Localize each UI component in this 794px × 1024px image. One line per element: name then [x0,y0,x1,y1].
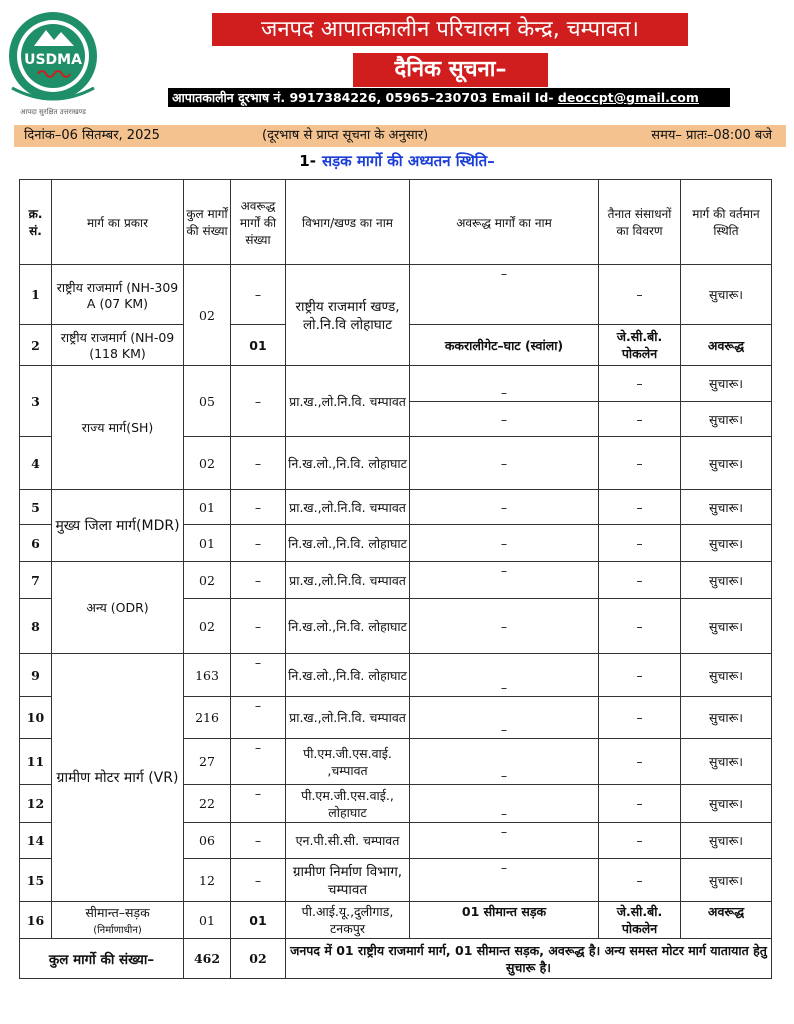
cell-blocked-name: – [410,562,599,599]
cell-dept: प्रा.ख.,लो.नि.वि. चम्पावत [286,490,410,525]
cell-resources: – [599,490,681,525]
cell-total: 216 [184,697,231,739]
cell-total: 01 [184,490,231,525]
footer-total: 462 [184,939,231,979]
cell-total: 02 [184,437,231,490]
cell-sno: 6 [20,525,52,562]
header-resources: तैनात संसाधनों का विवरण [599,180,681,265]
cell-type: अन्य (ODR) [52,562,184,654]
usdma-logo [4,6,102,118]
section-heading [0,151,794,171]
cell-blocked: – [231,525,286,562]
footer-label: कुल मार्गो की संख्या– [20,939,184,979]
cell-type [52,902,184,939]
cell-status: सुचारू। [681,525,772,562]
header-total: कुल मार्गों की संख्या [184,180,231,265]
cell-dept: नि.ख.लो.,नि.वि. लोहाघाट [286,525,410,562]
cell-sno: 14 [20,823,52,859]
cell-resources: – [599,785,681,823]
source-text: (दूरभाष से प्राप्त सूचना के अनुसार) [262,128,429,143]
cell-blocked: – [231,859,286,902]
cell-blocked-name: – [410,739,599,785]
svg-text:USDMA: USDMA [24,52,82,68]
cell-type: मुख्य जिला मार्ग(MDR) [52,490,184,562]
cell-dept: नि.ख.लो.,नि.वि. लोहाघाट [286,654,410,697]
cell-dept: पी.एम.जी.एस.वाई., लोहाघाट [286,785,410,823]
cell-sno: 3 [20,366,52,437]
cell-sno: 7 [20,562,52,599]
cell-blocked: – [231,437,286,490]
table-row [20,562,772,599]
header-blocked-name: अवरूद्ध मार्गों का नाम [410,180,599,265]
cell-total: 163 [184,654,231,697]
cell-blocked-name: – [410,525,599,562]
cell-status: सुचारू। [681,562,772,599]
cell-dept: प्रा.ख.,लो.नि.वि. चम्पावत [286,366,410,437]
cell-type: राष्ट्रीय राजमार्ग (NH-09 (118 KM) [52,325,184,366]
table-row [20,490,772,525]
cell-status: सुचारू। [681,437,772,490]
cell-status: सुचारू। [681,366,772,402]
cell-blocked-name: – [410,490,599,525]
cell-total: 01 [184,525,231,562]
cell-total: 05 [184,366,231,437]
contact-email-link[interactable]: deoccpt@gmail.com [557,90,699,105]
cell-blocked-name: – [410,859,599,902]
cell-blocked: – [231,366,286,437]
header-sno: क्र. सं. [20,180,52,265]
cell-blocked-name: ककरालीगेट–घाट (स्वांला) [410,325,599,366]
cell-blocked-name: – [410,697,599,739]
header-blocked: अवरूद्ध मार्गों की संख्या [231,180,286,265]
cell-dept: ग्रामीण निर्माण विभाग, चम्पावत [286,859,410,902]
table-footer-row [20,939,772,979]
section-number: 1- [299,152,316,170]
cell-sno: 5 [20,490,52,525]
cell-sno: 15 [20,859,52,902]
cell-resources: – [599,599,681,654]
cell-resources: – [599,366,681,402]
table-row [20,902,772,939]
cell-status: सुचारू। [681,739,772,785]
cell-sno: 4 [20,437,52,490]
date-band [14,125,786,147]
cell-blocked: – [231,785,286,823]
cell-dept: प्रा.ख.,लो.नि.वि. चम्पावत [286,697,410,739]
cell-blocked: – [231,697,286,739]
cell-blocked: 01 [231,325,286,366]
cell-blocked-name: – [410,599,599,654]
cell-total: 27 [184,739,231,785]
cell-blocked-name: – [410,437,599,490]
cell-status: अवरूद्ध [681,902,772,939]
table-row [20,654,772,697]
section-title: सड़क मार्गो की अध्यतन स्थिति– [321,152,495,170]
cell-sno: 10 [20,697,52,739]
cell-total: 01 [184,902,231,939]
cell-dept: पी.आई.यू.,दुलीगाड, टनकपुर [286,902,410,939]
cell-sno: 8 [20,599,52,654]
cell-blocked: – [231,654,286,697]
cell-blocked: – [231,739,286,785]
cell-status: सुचारू। [681,859,772,902]
cell-blocked: 01 [231,902,286,939]
header-dept: विभाग/खण्ड का नाम [286,180,410,265]
cell-total: 22 [184,785,231,823]
table-row [20,366,772,402]
cell-status: सुचारू। [681,265,772,325]
cell-blocked-name: – [410,366,599,402]
cell-dept: नि.ख.लो.,नि.वि. लोहाघाट [286,437,410,490]
cell-sno: 1 [20,265,52,325]
cell-resources: – [599,525,681,562]
contact-line [168,88,730,107]
date-text: दिनांक–06 सितम्बर, 2025 [24,128,160,143]
cell-blocked-name: – [410,265,599,325]
cell-total: 06 [184,823,231,859]
contact-text: आपातकालीन दूरभाष नं. 9917384226, 05965–230703 Email Id- [172,90,558,105]
cell-dept: प्रा.ख.,लो.नि.वि. चम्पावत [286,562,410,599]
cell-total: 12 [184,859,231,902]
cell-status: सुचारू। [681,697,772,739]
cell-blocked-name: – [410,823,599,859]
cell-dept: पी.एम.जी.एस.वाई. ,चम्पावत [286,739,410,785]
page-title: जनपद आपातकालीन परिचालन केन्द्र, चम्पावत। [212,13,688,46]
cell-sno: 16 [20,902,52,939]
cell-blocked-name: – [410,785,599,823]
cell-resources: – [599,859,681,902]
cell-type-label: सीमान्त–सड़क [85,905,150,920]
svg-text:आपदा सुरक्षित उत्तराखण्ड: आपदा सुरक्षित उत्तराखण्ड [20,108,86,116]
cell-resources: – [599,739,681,785]
cell-resources: – [599,823,681,859]
cell-blocked-name: – [410,402,599,437]
time-text: समय– प्रातः–08:00 बजे [651,128,772,143]
cell-blocked: – [231,265,286,325]
cell-total: 02 [184,599,231,654]
cell-status: सुचारू। [681,823,772,859]
cell-status: सुचारू। [681,785,772,823]
road-status-table [19,179,772,979]
cell-type: राष्ट्रीय राजमार्ग (NH-309 A (07 KM) [52,265,184,325]
header-status: मार्ग की वर्तमान स्थिति [681,180,772,265]
cell-resources: जे.सी.बी. पोकलेन [599,902,681,939]
cell-blocked-name: 01 सीमान्त सड़क [410,902,599,939]
cell-sno: 12 [20,785,52,823]
cell-sno: 9 [20,654,52,697]
cell-type: राज्य मार्ग(SH) [52,366,184,490]
table-header-row [20,180,772,265]
cell-resources: जे.सी.बी. पोकलेन [599,325,681,366]
cell-resources: – [599,562,681,599]
cell-blocked: – [231,823,286,859]
cell-total: 02 [184,265,231,366]
cell-total: 02 [184,562,231,599]
cell-status: सुचारू। [681,402,772,437]
footer-summary: जनपद में 01 राष्ट्रीय राजमार्ग मार्ग, 01 सीमान्त सड़क, अवरूद्ध है। अन्य समस्त मोटर मार्ग यातायात हेतु सुचारू है। [286,939,772,979]
cell-status: सुचारू। [681,654,772,697]
cell-dept: एन.पी.सी.सी. चम्पावत [286,823,410,859]
table-row [20,265,772,325]
cell-status: सुचारू। [681,490,772,525]
cell-resources: – [599,265,681,325]
footer-blocked: 02 [231,939,286,979]
page-subtitle: दैनिक सूचना– [353,53,548,87]
cell-blocked: – [231,562,286,599]
cell-resources: – [599,437,681,490]
header-type: मार्ग का प्रकार [52,180,184,265]
cell-status: सुचारू। [681,599,772,654]
cell-dept: राष्ट्रीय राजमार्ग खण्ड, लो.नि.वि लोहाघाट [286,265,410,366]
cell-blocked: – [231,599,286,654]
cell-dept: नि.ख.लो.,नि.वि. लोहाघाट [286,599,410,654]
cell-type: ग्रामीण मोटर मार्ग (VR) [52,654,184,902]
cell-resources: – [599,402,681,437]
cell-blocked: – [231,490,286,525]
cell-blocked-name: – [410,654,599,697]
cell-status: अवरूद्ध [681,325,772,366]
cell-sno: 2 [20,325,52,366]
cell-type-note: (निर्माणाधीन) [93,925,142,936]
cell-resources: – [599,654,681,697]
cell-resources: – [599,697,681,739]
cell-sno: 11 [20,739,52,785]
